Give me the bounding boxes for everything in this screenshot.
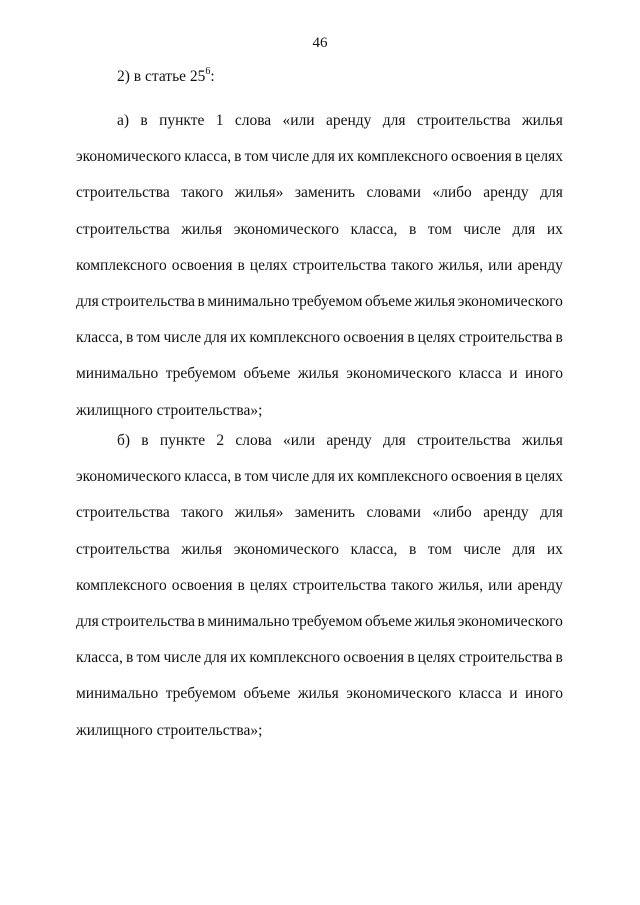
word: иного [524, 365, 563, 383]
word: в [407, 329, 415, 347]
word: класса [458, 365, 502, 383]
word: их [338, 148, 355, 166]
word: в [409, 540, 417, 558]
word: для [312, 148, 335, 166]
word: целях [249, 576, 288, 594]
word: пункте [159, 112, 205, 129]
word: освоения [343, 329, 405, 347]
word: строительства [101, 293, 196, 310]
word: аренду [517, 576, 563, 594]
word: в [237, 576, 245, 594]
word: класса, [350, 220, 398, 238]
amendment-heading [117, 68, 215, 86]
word: том [427, 220, 452, 238]
word: том [244, 148, 269, 166]
word: освоения [343, 649, 405, 667]
word: слова [234, 112, 272, 129]
word: строительства [458, 649, 553, 667]
word: требуемом [292, 293, 363, 310]
word: жилья [297, 685, 339, 703]
word: экономического [346, 365, 452, 383]
word: в [407, 649, 415, 667]
text-line [76, 503, 563, 523]
word: аренду [483, 184, 529, 202]
word: минимально [207, 293, 290, 310]
word: аренду [483, 504, 529, 522]
word: жилья» [234, 184, 284, 202]
page-number: 46 [312, 35, 328, 51]
word: жилья, [438, 576, 484, 594]
text-line [76, 648, 563, 668]
word: заменить [294, 504, 355, 522]
word: в [141, 432, 149, 449]
word: для [382, 112, 406, 129]
text-line [76, 684, 563, 704]
word: класса [458, 685, 502, 703]
word: заменить [294, 184, 355, 202]
word: 2 [216, 432, 225, 449]
word: такого [181, 504, 224, 522]
word: комплексного [76, 576, 167, 594]
word: строительства [101, 613, 196, 630]
word: для [204, 329, 228, 347]
word: в [409, 220, 417, 238]
word: жилья, [438, 256, 484, 274]
word: в [126, 329, 134, 347]
text-line [76, 220, 563, 240]
word: экономического [233, 540, 339, 558]
word: такого [391, 256, 434, 274]
word: иного [524, 685, 563, 703]
word: требуемом [292, 613, 363, 630]
word: освоения [450, 148, 512, 166]
word: объеме [365, 293, 412, 310]
word: их [546, 540, 563, 558]
word: их [546, 220, 563, 238]
word: жилья [521, 112, 563, 129]
word: жилья [414, 293, 456, 310]
word: освоения [171, 576, 233, 594]
text-line [76, 292, 563, 312]
word: «или [283, 432, 316, 449]
word: строительства [417, 432, 511, 449]
word: для [512, 540, 536, 558]
word: строительства [292, 256, 387, 274]
word: для [512, 220, 536, 238]
word: том [136, 649, 161, 667]
word: комплексного [76, 256, 167, 274]
word: строительства [458, 329, 553, 347]
word: числе [163, 329, 202, 347]
word: объеме [243, 365, 291, 383]
word: или [488, 256, 513, 274]
word: класса, [76, 329, 123, 347]
word: «либо [432, 504, 472, 522]
word: для [383, 432, 406, 449]
word: жилья» [234, 504, 284, 522]
word: класса, [76, 649, 123, 667]
word: пункте [159, 432, 206, 449]
word: объеме [243, 685, 291, 703]
word: числе [163, 649, 202, 667]
word: экономического [76, 468, 182, 486]
word: а) [117, 112, 130, 129]
word: том [136, 329, 161, 347]
word: жилья [297, 365, 339, 383]
heading-suffix: : [210, 68, 215, 85]
text-line [76, 256, 563, 276]
word: их [230, 649, 247, 667]
word: в [555, 329, 563, 347]
word: в [140, 112, 148, 129]
text-line [76, 183, 563, 203]
word: жилья [181, 220, 223, 238]
word: в [555, 649, 563, 667]
word: строительства [416, 112, 511, 129]
word: комплексного [249, 649, 341, 667]
word: целях [417, 649, 456, 667]
word: и [509, 685, 518, 703]
word: такого [391, 576, 434, 594]
text-line [76, 467, 563, 487]
word: строительства [76, 504, 170, 522]
word: требуемом [165, 685, 237, 703]
word: в [514, 148, 523, 166]
text-line [76, 328, 563, 348]
word: в [197, 613, 205, 630]
word: жилья [521, 432, 563, 449]
word: комплексного [357, 468, 448, 486]
word: том [244, 468, 269, 486]
word: для [312, 468, 335, 486]
text-line [76, 612, 563, 632]
word: экономического [457, 293, 563, 310]
word: слова [235, 432, 272, 449]
word: экономического [233, 220, 339, 238]
word: жилья [414, 613, 456, 630]
word: для [76, 613, 99, 630]
word: числе [463, 220, 501, 238]
word: в [234, 468, 242, 486]
word: числе [463, 540, 501, 558]
word: в [126, 649, 134, 667]
word: экономического [346, 685, 452, 703]
word: комплексного [249, 329, 341, 347]
text-line [76, 364, 563, 384]
word: целях [249, 256, 288, 274]
word: целях [525, 468, 563, 486]
word: целях [525, 148, 563, 166]
word: «или [282, 112, 315, 129]
word: класса, [184, 468, 232, 486]
word: их [230, 329, 247, 347]
word: класса, [184, 148, 232, 166]
word: б) [117, 432, 131, 449]
word: строительства [76, 540, 170, 558]
word: минимально [207, 613, 290, 630]
word: числе [271, 148, 310, 166]
text-line [76, 540, 563, 560]
word: их [338, 468, 355, 486]
word: в [234, 148, 242, 166]
text-line: жилищного строительства»; [76, 401, 263, 419]
word: аренду [325, 112, 372, 129]
word: числе [271, 468, 310, 486]
word: и [509, 365, 518, 383]
word: аренду [326, 432, 372, 449]
text-line: жилищного строительства»; [76, 721, 263, 739]
text-line [76, 147, 563, 167]
word: жилья [181, 540, 223, 558]
word: минимально [76, 685, 159, 703]
word: для [204, 649, 228, 667]
text-line [117, 111, 563, 131]
word: минимально [76, 365, 159, 383]
word: строительства [76, 184, 170, 202]
word: целях [417, 329, 456, 347]
word: строительства [292, 576, 387, 594]
word: словами [366, 504, 421, 522]
text-line [76, 576, 563, 596]
word: «либо [432, 184, 472, 202]
word: 1 [215, 112, 224, 129]
word: строительства [76, 220, 170, 238]
word: том [427, 540, 452, 558]
word: экономического [457, 613, 563, 630]
word: освоения [450, 468, 512, 486]
word: в [237, 256, 245, 274]
word: для [540, 504, 563, 522]
word: для [76, 293, 99, 310]
word: аренду [517, 256, 563, 274]
word: в [197, 293, 205, 310]
word: для [540, 184, 563, 202]
heading-text: 2) в статье 25 [117, 68, 206, 85]
word: требуемом [165, 365, 237, 383]
word: освоения [171, 256, 233, 274]
text-line [117, 431, 563, 451]
heading-superscript: 6 [205, 66, 211, 77]
word: объеме [365, 613, 412, 630]
word: экономического [76, 148, 182, 166]
word: или [488, 576, 513, 594]
word: словами [366, 184, 421, 202]
word: класса, [350, 540, 398, 558]
word: в [514, 468, 523, 486]
word: комплексного [357, 148, 448, 166]
word: такого [181, 184, 224, 202]
